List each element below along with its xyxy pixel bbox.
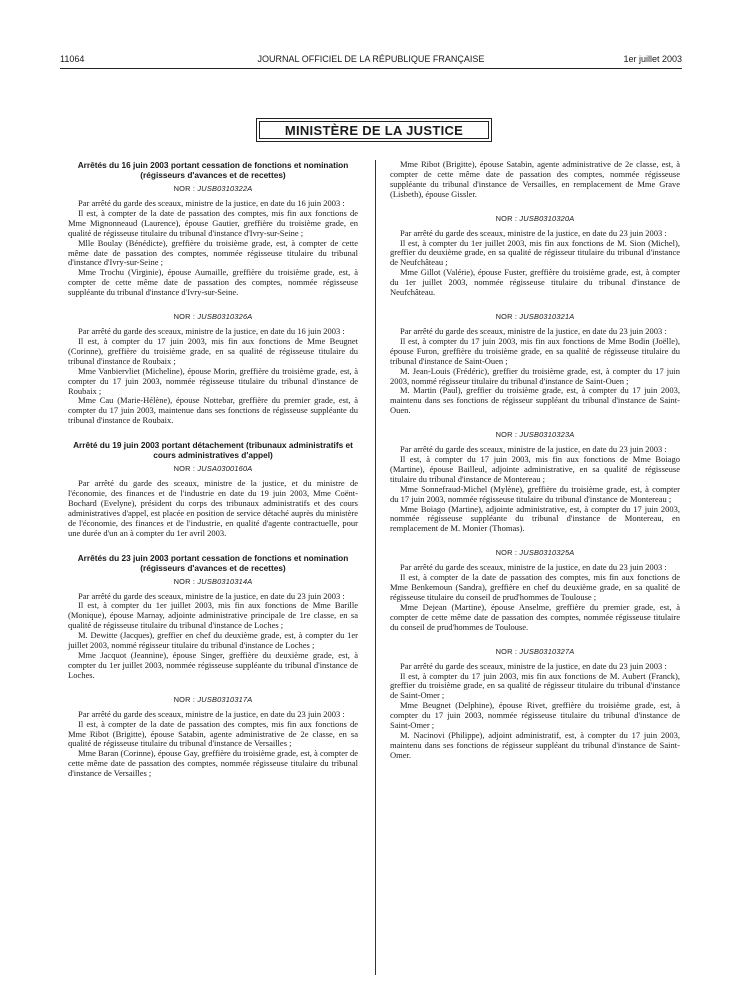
decree-paragraph: M. Jean-Louis (Frédéric), greffier du troisième grade, est, à compter du 17 juin 2003, nommé régisseur titulaire du tribunal d'instance de Saint-Ouen ;	[390, 365, 680, 386]
nor-reference	[68, 312, 358, 321]
decree-paragraph: Mme Beugnet (Delphine), épouse Rivet, greffière du troisième grade, est, à compter du 17 juin 2003, nommée régisseuse titulaire du tribunal d'instance de Saint-Omer ;	[390, 700, 680, 731]
decree-paragraph: Par arrêté du garde des sceaux, ministre de la justice, en date du 23 juin 2003 :	[400, 562, 667, 573]
ministry-title-box	[256, 118, 492, 142]
nor-reference	[390, 548, 680, 557]
decree-block	[390, 312, 680, 416]
decree-heading: Arrêtés du 23 juin 2003 portant cessation de fonctions et nomination (régisseurs d'avances et de recettes)	[77, 552, 349, 573]
nor-reference	[390, 647, 680, 656]
nor-label: NOR :	[495, 311, 518, 321]
journal-title: JOURNAL OFFICIEL DE LA RÉPUBLIQUE FRANÇAISE	[257, 54, 485, 64]
right-column	[390, 160, 680, 775]
decree-paragraph: Il est, à compter de la date de passation des comptes, mis fin aux fonctions de Mme Mignonneaud (Laurence), épouse Gautier, greffière du troisième grade, en qualité de régisseuse titulaire du tribunal d'instance d'Ivry-sur-Seine ;	[68, 207, 358, 238]
nor-code: JUSB0310314A	[197, 576, 253, 586]
nor-reference	[390, 214, 680, 223]
nor-label: NOR :	[173, 576, 196, 586]
decree-paragraph: Il est, à compter de la date de passation des comptes, mis fin aux fonctions de Mme Benkemoun (Sandra), greffière en chef du deuxième grade, en sa qualité de régisseuse titulaire du conseil de prud'hommes de Toulouse ;	[390, 572, 680, 602]
publication-date: 1er juillet 2003	[623, 54, 682, 64]
decree-paragraph: Mme Boiago (Martine), adjointe administrative, est, à compter du 17 juin 2003, nommée régisseuse suppléante du tribunal d'instance de Montereau, en remplacement de M. Monier (Thomas).	[390, 503, 680, 534]
decree-heading: Arrêté du 19 juin 2003 portant détachement (tribunaux administratifs et cours administratives d'appel)	[73, 440, 353, 461]
nor-label: NOR :	[495, 430, 518, 440]
page-number: 11064	[60, 54, 85, 64]
nor-code: JUSB0310325A	[519, 548, 575, 558]
decree-paragraph: Par arrêté du garde des sceaux, ministre de la justice, en date du 23 juin 2003 :	[78, 590, 345, 601]
decree-paragraph: Par arrêté du garde des sceaux, ministre de la justice, en date du 23 juin 2003 :	[78, 708, 345, 719]
decree-paragraph: Mme Vanbiervliet (Micheline), épouse Morin, greffière du troisième grade, est, à compter du 17 juin 2003, nommée régisseuse titulaire du tribunal d'instance de Roubaix ;	[68, 365, 358, 396]
decree-block	[68, 695, 358, 779]
decree-paragraph: M. Nacinovi (Philippe), adjoint administratif, est, à compter du 17 juin 2003, maintenu dans ses fonctions de régisseur suppléant du tribunal d'instance de Saint-Omer.	[390, 729, 680, 760]
decree-block	[68, 553, 358, 681]
decree-paragraph: Par arrêté du garde des sceaux, ministre de la justice, en date du 16 juin 2003 :	[78, 326, 345, 337]
nor-code: JUSB0310322A	[197, 184, 253, 193]
left-column	[68, 160, 358, 793]
decree-paragraph: Mme Baran (Corinne), épouse Gay, greffière du troisième grade, est, à compter de cette même date de passation des comptes, nommée régisseuse titulaire du tribunal d'instance de Versailles ;	[68, 748, 358, 779]
decree-paragraph: Mme Cau (Marie-Hélène), épouse Nottebar, greffière du premier grade, est, à compter du 17 juin 2003, maintenue dans ses fonctions de régisseuse suppléante du tribunal d'instance de Roubaix.	[68, 395, 358, 426]
decree-paragraph: Il est, à compter du 17 juin 2003, mis fin aux fonctions de M. Aubert (Franck), greffier du troisième grade, en sa qualité de régisseur titulaire du tribunal d'instance de Saint-Omer ;	[390, 670, 680, 701]
nor-reference	[68, 184, 358, 193]
decree-paragraph: Il est, à compter de la date de passation des comptes, mis fin aux fonctions de Mme Ribot (Brigitte), épouse Satabin, agente administrative de 2e classe, en sa qualité de régisseuse titulaire du tribunal d'instance de Versailles ;	[68, 718, 358, 749]
decree-block	[68, 160, 358, 298]
nor-label: NOR :	[495, 548, 518, 558]
nor-code: JUSB0310327A	[519, 646, 575, 656]
nor-label: NOR :	[173, 464, 196, 474]
decree-heading: Arrêtés du 16 juin 2003 portant cessation de fonctions et nomination (régisseurs d'avances et de recettes)	[77, 160, 349, 180]
nor-reference	[390, 312, 680, 321]
decree-paragraph: Par arrêté du garde des sceaux, ministre de la justice, en date du 23 juin 2003 :	[400, 444, 667, 455]
nor-code: JUSB0310323A	[519, 430, 575, 440]
decree-paragraph: Mme Jacquot (Jeannine), épouse Singer, greffière du deuxième grade, est, à compter du 1er juillet 2003, nommée régisseuse suppléante du tribunal d'instance de Loches.	[68, 650, 358, 680]
nor-code: JUSB0310320A	[519, 213, 575, 223]
nor-reference	[68, 695, 358, 704]
ministry-title: MINISTÈRE DE LA JUSTICE	[259, 121, 489, 139]
decree-paragraph: Mme Trochu (Virginie), épouse Aumaille, greffière du troisième grade, est, à compter de cette même date de passation des comptes, nommée régisseuse suppléante du tribunal d'instance d'Ivry-sur-Seine.	[68, 267, 358, 298]
nor-reference	[68, 464, 358, 473]
nor-label: NOR :	[495, 646, 518, 656]
decree-paragraph: Par arrêté du garde des sceaux, ministre de la justice, en date du 23 juin 2003 :	[400, 227, 667, 238]
decree-paragraph: M. Martin (Paul), greffier du troisième grade, est, à compter du 17 juin 2003, maintenu dans ses fonctions de régisseur suppléant du tribunal d'instance de Saint-Ouen.	[390, 385, 680, 416]
nor-label: NOR :	[495, 213, 518, 223]
nor-label: NOR :	[173, 694, 196, 704]
decree-paragraph: Mlle Boulay (Bénédicte), greffière du troisième grade, est, à compter de cette même date de passation des comptes, nommée régisseuse titulaire du tribunal d'instance d'Ivry-sur-Seine ;	[68, 237, 358, 268]
decree-paragraph: Par arrêté du garde des sceaux, ministre de la justice, en date du 23 juin 2003 :	[400, 325, 667, 336]
decree-paragraph: Il est, à compter du 17 juin 2003, mis fin aux fonctions de Mme Boiago (Martine), épouse Bailleul, adjointe administrative, en sa qualité de régisseuse titulaire du tribunal d'instance de Montereau ;	[390, 454, 680, 484]
decree-block	[68, 440, 358, 538]
decree-paragraph: Il est, à compter du 1er juillet 2003, mis fin aux fonctions de M. Sion (Michel), greffier du deuxième grade, en sa qualité de régisseur titulaire du tribunal d'instance de Neufchâteau ;	[390, 237, 680, 268]
nor-reference	[68, 577, 358, 586]
page-header	[60, 52, 682, 69]
decree-block	[390, 647, 680, 761]
decree-paragraph: Mme Ribot (Brigitte), épouse Satabin, agente administrative de 2e classe, est, à compter de cette même date de passation des comptes, nommée régisseuse suppléante du tribunal d'instance de Versailles, en remplacement de Mme Grave (Lisbeth), épouse Gissler.	[390, 159, 680, 199]
decree-paragraph: Il est, à compter du 1er juillet 2003, mis fin aux fonctions de Mme Barille (Monique), épouse Marnay, adjointe administrative principale de 1re classe, en sa qualité de régisseuse titulaire du tribunal d'instance de Loches ;	[68, 600, 358, 631]
decree-paragraph: Mme Dejean (Martine), épouse Anselme, greffière du premier grade, est, à compter de cette même date de passation des comptes, nommée régisseuse titulaire du conseil de prud'hommes de Toulouse.	[390, 601, 680, 632]
decree-block	[390, 160, 680, 200]
nor-label: NOR :	[173, 184, 196, 193]
column-divider	[375, 160, 376, 975]
nor-label: NOR :	[173, 312, 196, 322]
decree-block	[68, 312, 358, 426]
nor-reference	[390, 430, 680, 439]
nor-code: JUSA0300160A	[197, 464, 253, 474]
decree-paragraph: Il est, à compter du 17 juin 2003, mis fin aux fonctions de Mme Bodin (Joëlle), épouse Furon, greffière du troisième grade, en sa qualité de régisseuse titulaire du tribunal d'instance de Saint-Ouen ;	[390, 335, 680, 366]
decree-paragraph: M. Dewitte (Jacques), greffier en chef du deuxième grade, est, à compter du 1er juillet 2003, nommé régisseur titulaire du tribunal d'instance de Loches ;	[68, 630, 358, 651]
decree-block	[390, 548, 680, 632]
decree-paragraph: Mme Sonnefraud-Michel (Mylène), greffière du troisième grade, est, à compter du 17 juin 2003, nommée régisseuse titulaire du tribunal d'instance de Montereau ;	[390, 483, 680, 504]
nor-code: JUSB0310321A	[519, 311, 575, 321]
decree-paragraph: Par arrêté du garde des sceaux, ministre de la justice, en date du 16 juin 2003 :	[78, 198, 345, 208]
decree-block	[390, 430, 680, 534]
nor-code: JUSB0310326A	[197, 312, 253, 322]
decree-paragraph: Mme Gillot (Valérie), épouse Fuster, greffière du troisième grade, est, à compter du 1er juillet 2003, nommée régisseuse titulaire du tribunal d'instance de Neufchâteau.	[390, 267, 680, 298]
decree-paragraph: Par arrêté du garde des sceaux, ministre de la justice, en date du 23 juin 2003 :	[400, 660, 667, 671]
decree-paragraph: Par arrêté du garde des sceaux, ministre de la justice, et du ministre de l'économie, des finances et de l'industrie en date du 19 juin 2003, Mme Coënt-Bochard (Evelyne), président du corps des tribunaux administratifs et des cours administratives d'appel, est placée en position de service détaché auprès du ministère de l'économie, des finances et de l'industrie, en qualité d'agente contractuelle, pour une durée d'un an à compter du 1er avril 2003.	[68, 478, 358, 538]
nor-code: JUSB0310317A	[197, 694, 253, 704]
decree-paragraph: Il est, à compter du 17 juin 2003, mis fin aux fonctions de Mme Beugnet (Corinne), greffière du troisième grade, en sa qualité de régisseuse titulaire du tribunal d'instance de Roubaix ;	[68, 335, 358, 366]
decree-block	[390, 214, 680, 298]
